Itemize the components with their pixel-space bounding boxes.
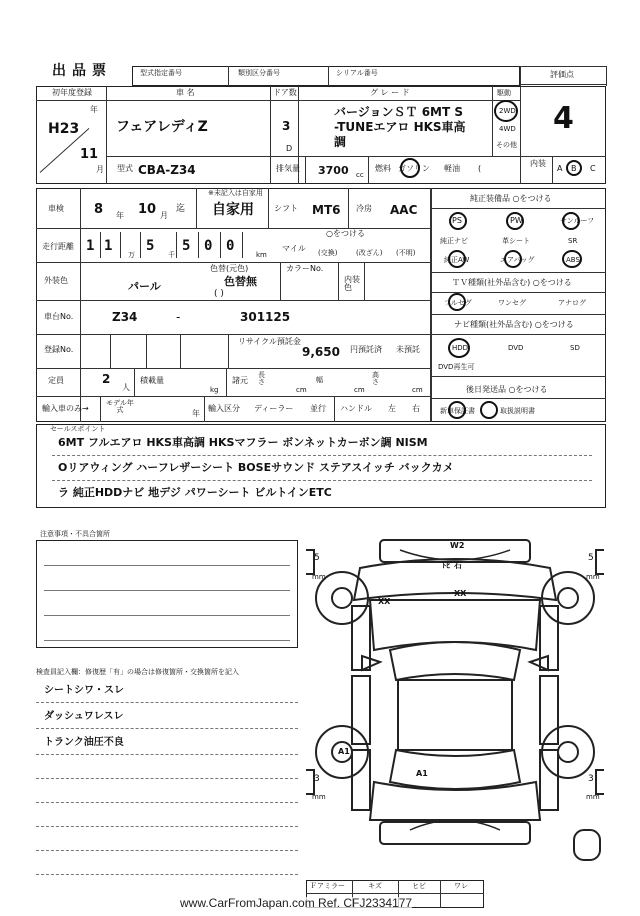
header-code-strip — [132, 66, 520, 86]
navi-sd: SD — [570, 344, 580, 352]
equip-airbag-circle — [504, 250, 522, 268]
mile-label: マイル — [282, 244, 306, 253]
load-kg: kg — [210, 386, 219, 394]
navi-title: ナビ種類(社外品含む) ○をつける — [454, 320, 574, 329]
car-diagram — [300, 530, 610, 870]
tv-title: ＴＶ種類(社外品含む) ○をつける — [452, 278, 572, 287]
color-no-label: カラーNo. — [286, 264, 324, 273]
reg-no-label: 登録No. — [44, 345, 74, 354]
chassis-label: 車台No. — [44, 312, 74, 321]
displacement-label: 排気量 — [276, 164, 300, 173]
fuel-diesel: 軽油 — [444, 164, 460, 173]
tread-rl: 3 — [314, 774, 320, 784]
tread-fl-mm: mm — [312, 573, 326, 581]
chassis-dash: - — [176, 310, 181, 324]
mileage-digit-2: 1 — [104, 238, 113, 254]
navi-dvd-play: DVD再生可 — [438, 363, 475, 371]
color-paren: ( ) — [214, 289, 224, 299]
score-label: 評価点 — [550, 70, 574, 79]
later-title: 後日発送品 ○をつける — [466, 385, 548, 394]
grade-line3: 調 — [334, 135, 347, 149]
inspection-month-unit: 月 — [160, 211, 168, 220]
sales-line-3: ラ 純正HDDナビ 地デジ パワーシート ビルトインETC — [58, 486, 332, 499]
mileage-digit-4: 5 — [182, 238, 191, 254]
navi-dvd: DVD — [508, 344, 524, 352]
chassis-prefix: Z34 — [112, 310, 138, 324]
caution-box — [36, 540, 298, 648]
damage-xx-left: XX — [378, 597, 391, 606]
displacement: 3700 — [318, 164, 349, 177]
equip-abs-circle — [562, 250, 582, 268]
interior-label: 内装 — [530, 159, 546, 168]
color-label: 外装色 — [44, 276, 68, 285]
model-year-unit: 年 — [192, 409, 200, 418]
shift-label: シフト — [274, 204, 298, 213]
month-unit: 月 — [96, 165, 104, 174]
tv-fullseg: フルセグ — [444, 299, 472, 307]
recycle-label: リサイクル預託金 — [238, 337, 301, 346]
later-manual: 取扱説明書 — [500, 407, 535, 415]
tread-rl-mm: mm — [312, 793, 326, 801]
fuel-gas: ガソリン — [398, 164, 430, 173]
handle-label: ハンドル — [340, 404, 372, 413]
interior-b: B — [571, 164, 577, 173]
drive-4wd: 4WD — [499, 125, 516, 133]
usage: 自家用 — [212, 202, 254, 218]
length-cm: cm — [296, 386, 307, 394]
tv-fullseg-circle — [448, 293, 466, 311]
caution-label: 注意事項・不具合箇所 — [40, 530, 110, 538]
damage-a1-rear: A1 — [416, 769, 428, 778]
mileage-circle-note: ○をつける — [326, 229, 365, 238]
class-label: 類別区分番号 — [238, 69, 280, 77]
note-line-1: シートシワ・スレ — [44, 685, 124, 696]
import-dealer: ディーラー — [254, 404, 294, 413]
score: 4 — [553, 101, 574, 136]
mileage-km: km — [256, 251, 267, 259]
equip-pw-circle — [506, 212, 524, 230]
car-name-label: 車 名 — [176, 88, 195, 97]
dims-label: 諸元 — [232, 376, 248, 385]
tread-fl: 5 — [314, 553, 320, 563]
mileage-digit-1: 1 — [86, 238, 95, 254]
note-line-3: トランク油圧不良 — [44, 737, 124, 748]
inspection-until: 迄 — [176, 204, 186, 214]
capacity-label: 定員 — [48, 376, 64, 385]
fuel-gas-circle — [400, 158, 420, 178]
inspection-year-unit: 年 — [116, 211, 124, 220]
equip-aw: 純正AW — [444, 256, 470, 264]
sales-line-2: Oリアウィング ハーフレザーシート BOSEサウンド ステアスイッチ バックカメ — [58, 461, 454, 474]
capacity: 2 — [102, 372, 111, 386]
inspection-month: 10 — [138, 202, 157, 217]
tread-fr: 5 — [588, 553, 594, 563]
damage-w2: W2 — [450, 541, 465, 550]
equip-navi: 純正ナビ — [440, 237, 468, 245]
mileage-unknown: (不明) — [396, 249, 416, 257]
type: CBA-Z34 — [138, 163, 196, 177]
first-reg-year: H23 — [48, 121, 80, 137]
first-reg-label: 初年度登録 — [52, 88, 92, 97]
cc-unit: cc — [356, 171, 364, 179]
tread-rr: 3 — [588, 774, 594, 784]
width-cm: cm — [354, 386, 365, 394]
orig-color-label: 色替(元色) — [210, 264, 249, 273]
drive-2wd-circle — [494, 100, 518, 122]
import-parallel: 並行 — [310, 404, 326, 413]
later-warranty: 新車保証書 — [440, 407, 475, 415]
later-warranty-circle — [448, 401, 466, 419]
ac: AAC — [390, 203, 418, 217]
handle-right: 右 — [412, 404, 420, 413]
import-class-label: 輸入区分 — [208, 404, 240, 413]
height-cm: cm — [412, 386, 423, 394]
mileage-exchange: (交換) — [318, 249, 338, 257]
legend-crack: ヒビ — [412, 882, 426, 890]
chassis-no: 301125 — [240, 310, 291, 324]
mileage-man: 万 — [128, 251, 135, 259]
sales-label: セールスポイント — [50, 425, 106, 433]
mileage-digit-3: 5 — [146, 238, 155, 254]
mileage-label: 走行距離 — [42, 242, 74, 251]
interior-color-label: 内装色 — [344, 275, 360, 292]
tv-analog: アナログ — [558, 299, 586, 307]
shift: MT6 — [312, 203, 341, 217]
mileage-tamper: (改ざん) — [356, 249, 383, 257]
first-reg-month: 11 — [80, 147, 99, 162]
handle-left: 左 — [388, 404, 396, 413]
legend-break: ワレ — [454, 882, 468, 890]
damage-xx-roof: XX — [454, 589, 467, 598]
capacity-unit: 人 — [122, 383, 130, 392]
legend-dent: Ｆアミラー — [310, 882, 345, 890]
equip-pw: PW — [510, 216, 523, 225]
equip-sr: SR — [568, 237, 578, 245]
note-line-2: ダッシュワレスレ — [44, 711, 124, 722]
damage-chip: ﾄﾋﾞ石 — [442, 561, 462, 570]
mileage-sen: 千 — [168, 251, 175, 259]
recycle-amount: 9,650 — [302, 345, 340, 359]
interior-c: C — [590, 164, 596, 173]
drive-2wd: 2WD — [499, 107, 516, 115]
usage-note: ※未記入は自家用 — [208, 189, 263, 197]
tv-oneseg: ワンセグ — [498, 299, 526, 307]
model-code-label: 型式指定番号 — [140, 69, 182, 77]
width-label: 幅 — [316, 376, 323, 384]
serial-label: シリアル番号 — [336, 69, 378, 77]
equip-aw-circle — [448, 250, 466, 268]
mileage-digit-5: 0 — [204, 238, 213, 254]
equip-airbag: エアバッグ — [500, 256, 535, 264]
length-label: 長さ — [258, 371, 265, 386]
equip-ps: PS — [452, 216, 462, 225]
watermark: www.CarFromJapan.com Ref. CFJ2334177 — [180, 896, 413, 910]
year-unit: 年 — [90, 105, 98, 114]
equip-sunroof: サンルーフ — [560, 217, 595, 225]
equip-leather: 革シート — [502, 237, 530, 245]
genuine-title: 純正装備品 ○をつける — [470, 194, 552, 203]
equip-abs: ABS — [566, 256, 580, 264]
doors: 3 — [282, 119, 291, 133]
interior-b-circle — [566, 160, 582, 176]
later-manual-circle — [480, 401, 498, 419]
doors-suffix: D — [286, 144, 293, 153]
drive-other: その他 — [496, 141, 517, 149]
sales-line-1: 6MT フルエアロ HKS車高調 HKSマフラー ボンネットカーボン調 NISM — [58, 436, 428, 449]
height-label: 高さ — [372, 371, 379, 386]
recycle-paid: 円預託済 — [350, 345, 382, 354]
type-label: 型式 — [117, 164, 133, 173]
damage-a1-left: A1 — [338, 747, 350, 756]
navi-hdd: HDD — [452, 344, 469, 352]
recycle-unpaid: 未預託 — [396, 345, 420, 354]
legend-scratch: キズ — [368, 882, 382, 890]
grade-line2: -TUNEエアロ HKS車高 — [334, 120, 466, 134]
inspection-label: 車検 — [48, 204, 64, 213]
tread-rr-mm: mm — [586, 793, 600, 801]
fuel-paren: ( — [478, 164, 482, 173]
inspection-year: 8 — [94, 202, 104, 217]
doors-label: ドア数 — [273, 88, 297, 97]
ac-label: 冷房 — [356, 204, 372, 213]
grade-label: グ レ ー ド — [370, 88, 410, 97]
drive-label: 駆動 — [497, 89, 511, 97]
navi-hdd-circle — [448, 338, 470, 358]
inspector-label: 検査員記入欄：修復歴「有」の場合は修復箇所・交換箇所を記入 — [36, 668, 239, 676]
fuel-label: 燃料 — [375, 164, 391, 173]
grade-line1: バージョンＳＴ 6MT S — [334, 105, 463, 119]
equip-ps-circle — [449, 212, 467, 230]
load-label: 積載量 — [140, 376, 164, 385]
mileage-digit-6: 0 — [226, 238, 235, 254]
form-title: 出品票 — [52, 63, 112, 79]
interior-a: A — [557, 164, 563, 173]
tread-fr-mm: mm — [586, 573, 600, 581]
color-change: 色替無 — [224, 275, 257, 288]
color-kind: パール — [128, 280, 161, 293]
equip-sunroof-circle — [562, 212, 580, 230]
import-label: 輸入車のみ→ — [42, 404, 89, 413]
car-name: フェアレディZ — [116, 119, 208, 135]
model-year-label: モデル年式 — [106, 399, 134, 414]
